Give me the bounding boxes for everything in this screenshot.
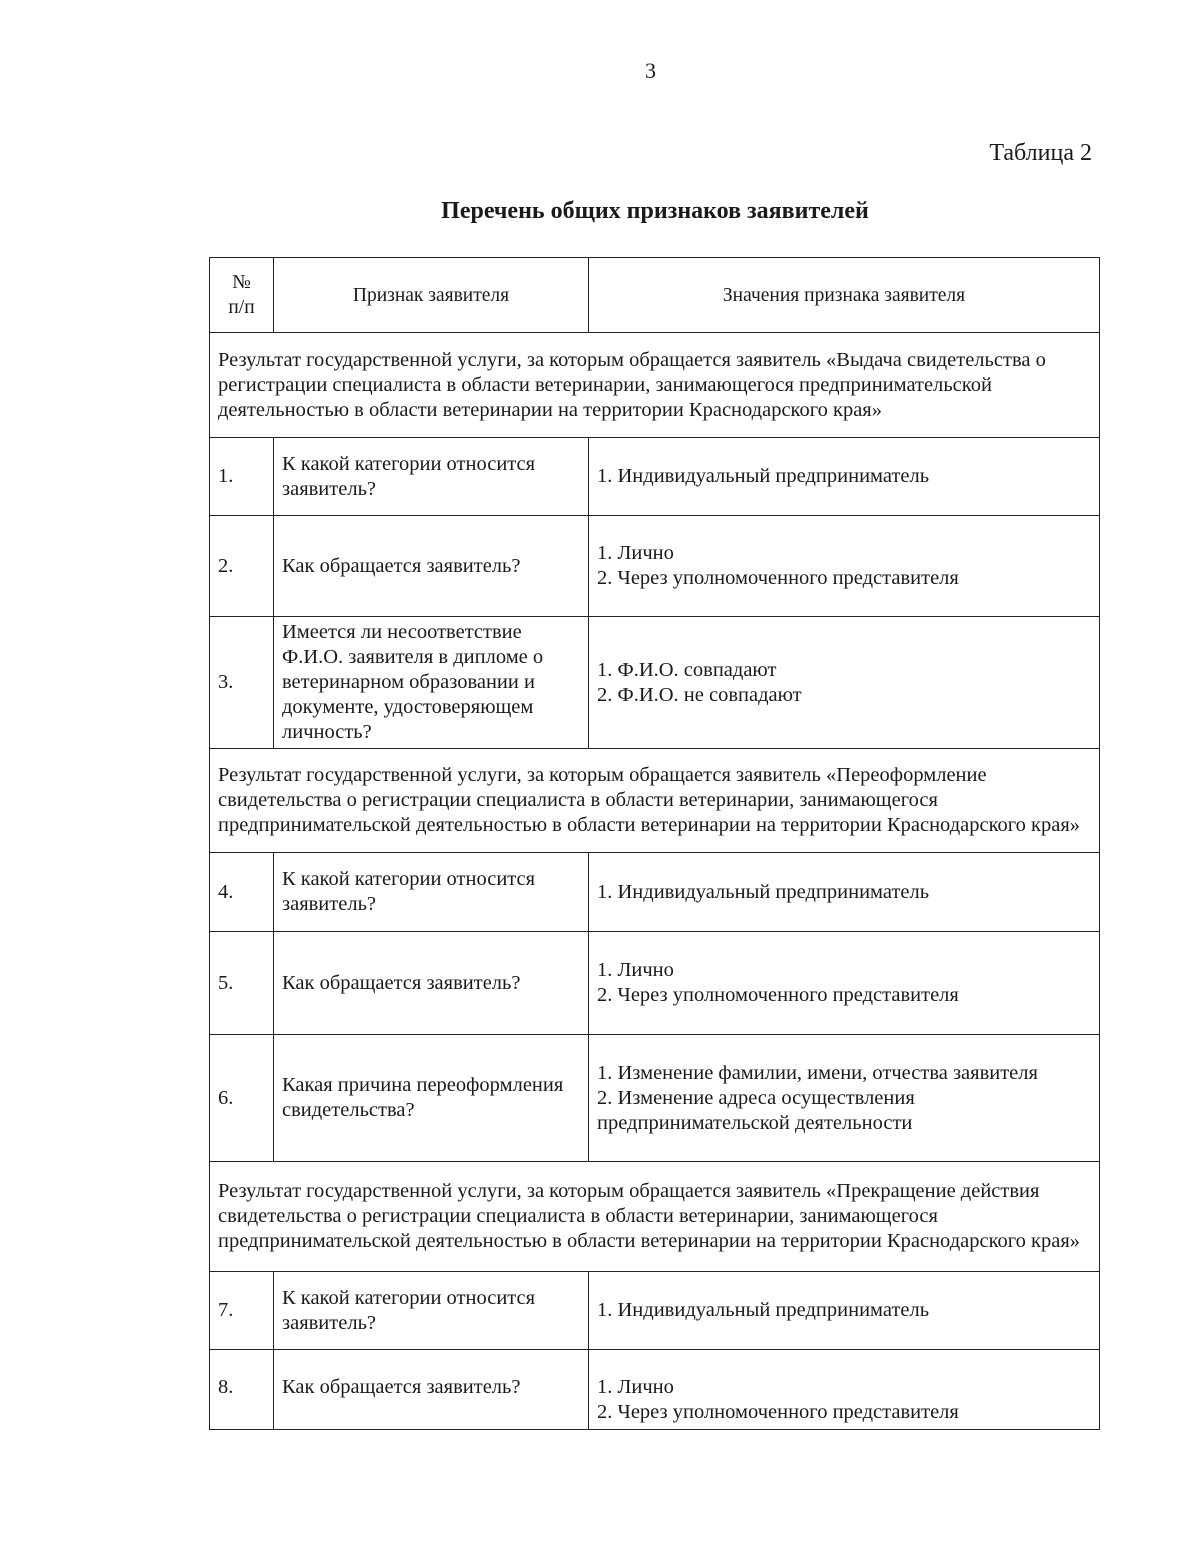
value-line: 2. Изменение адреса осуществления предпринимательской деятельности: [597, 1086, 915, 1134]
value-line: 2. Через уполномоченного представителя: [597, 567, 959, 589]
row-attribute: Как обращается заявитель?: [274, 516, 589, 617]
row-attribute: Как обращается заявитель?: [274, 1350, 589, 1430]
section-text: Результат государственной услуги, за которым обращается заявитель «Выдача свидетельства о регистрации специалиста в области ветеринарии, занимающегося предпринимательской деятельностью в области ветеринарии на территории Краснодарского края»: [210, 333, 1100, 438]
section-row: [210, 749, 1100, 853]
row-attribute: К какой категории относится заявитель?: [274, 438, 589, 516]
page-number: 3: [645, 58, 656, 83]
header-attribute: Признак заявителя: [274, 258, 589, 333]
table-row: [210, 853, 1100, 932]
row-number: 8.: [210, 1350, 274, 1430]
table-row: [210, 1350, 1100, 1430]
row-values: [589, 932, 1100, 1035]
table-row: [210, 1035, 1100, 1162]
table-row: [210, 1272, 1100, 1350]
row-values: [589, 1272, 1100, 1350]
row-number: 5.: [210, 932, 274, 1035]
row-values: [589, 516, 1100, 617]
row-values: [589, 438, 1100, 516]
document-title: Перечень общих признаков заявителей: [441, 198, 869, 224]
value-line: 2. Через уполномоченного представителя: [597, 984, 959, 1006]
section-row: [210, 1162, 1100, 1272]
value-line: 2. Ф.И.О. не совпадают: [597, 683, 802, 706]
header-num: № п/п: [210, 258, 274, 333]
table-row: [210, 438, 1100, 516]
table-row: [210, 617, 1100, 749]
header-values: Значения признака заявителя: [589, 258, 1100, 333]
value-line: 1. Лично: [597, 959, 674, 981]
value-line: 1. Лично: [597, 542, 674, 564]
row-attribute: К какой категории относится заявитель?: [274, 853, 589, 932]
row-attribute: Какая причина переоформления свидетельства?: [274, 1035, 589, 1162]
table-label: Таблица 2: [989, 140, 1092, 166]
section-text: Результат государственной услуги, за которым обращается заявитель «Переоформление свидетельства о регистрации специалиста в области ветеринарии, занимающегося предпринимательской деятельностью в области ветеринарии на территории Краснодарского края»: [210, 749, 1100, 853]
section-text: Результат государственной услуги, за которым обращается заявитель «Прекращение действия свидетельства о регистрации специалиста в области ветеринарии, занимающегося предпринимательской деятельностью в области ветеринарии на территории Краснодарского края»: [210, 1162, 1100, 1272]
row-number: 7.: [210, 1272, 274, 1350]
row-values: [589, 1350, 1100, 1430]
row-number: 4.: [210, 853, 274, 932]
row-number: 2.: [210, 516, 274, 617]
row-number: 1.: [210, 438, 274, 516]
row-values: [589, 1035, 1100, 1162]
row-number: 3.: [210, 617, 274, 749]
row-values: [589, 853, 1100, 932]
value-line: 1. Индивидуальный предприниматель: [597, 465, 930, 487]
section-row: [210, 333, 1100, 438]
value-line: 1. Изменение фамилии, имени, отчества заявителя: [597, 1061, 1038, 1084]
row-attribute: Имеется ли несоответствие Ф.И.О. заявителя в дипломе о ветеринарном образовании и документе, удостоверяющем личность?: [274, 617, 589, 749]
value-line: 1. Индивидуальный предприниматель: [597, 1299, 930, 1321]
value-line: 2. Через уполномоченного представителя: [597, 1401, 959, 1423]
row-attribute: Как обращается заявитель?: [274, 932, 589, 1035]
row-attribute: К какой категории относится заявитель?: [274, 1272, 589, 1350]
value-line: 1. Ф.И.О. совпадают: [597, 658, 777, 681]
value-line: 1. Лично: [597, 1376, 674, 1398]
table-header-row: [210, 258, 1100, 333]
row-values: [589, 617, 1100, 749]
table-row: [210, 932, 1100, 1035]
value-line: 1. Индивидуальный предприниматель: [597, 880, 930, 903]
table-row: [210, 516, 1100, 617]
row-number: 6.: [210, 1035, 274, 1162]
applicant-criteria-table: [209, 257, 1100, 1430]
